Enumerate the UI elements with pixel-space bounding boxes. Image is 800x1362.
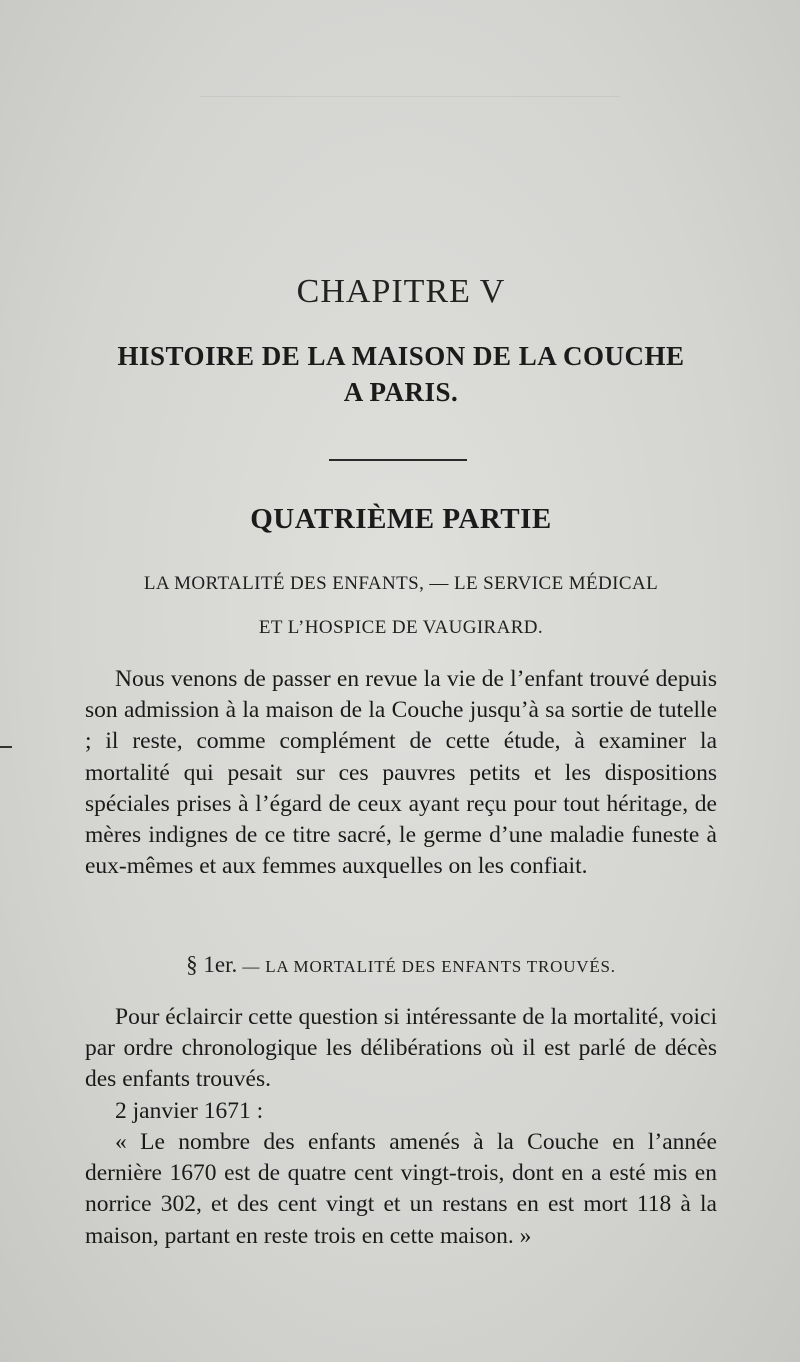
section-paragraph: Pour éclaircir cette question si intéressante de la mortalité, voici par ordre chronologique les délibérations où il est parlé de décès des enfants trouvés.	[85, 1004, 717, 1093]
deliberation-quote: « Le nombre des enfants amenés à la Couche en l’année dernière 1670 est de quatre cent vingt-trois, dont en a esté mis en norrice 302, et des cent vingt et un restans en est mort 118 à la maison, partant en reste trois en cette maison. »	[85, 1129, 717, 1249]
margin-mark	[0, 746, 12, 748]
section-number: § 1er.	[186, 952, 238, 977]
title-divider	[329, 459, 467, 461]
chapter-title	[85, 338, 717, 410]
part-heading: QUATRIÈME PARTIE	[250, 503, 552, 535]
deliberation-date: 2 janvier 1671 :	[115, 1098, 264, 1124]
part-subtitle-line-1: LA MORTALITÉ DES ENFANTS, — LE SERVICE MÉDICAL	[143, 573, 659, 594]
chapter-title-line-1: HISTOIRE DE LA MAISON DE LA COUCHE	[117, 341, 685, 371]
chapter-label: CHAPITRE V	[296, 273, 506, 310]
section-heading	[85, 950, 717, 982]
section-dash: —	[242, 957, 261, 976]
section-title: LA MORTALITÉ DES ENFANTS TROUVÉS.	[265, 957, 616, 976]
intro-paragraph: Nous venons de passer en revue la vie de l’enfant trouvé depuis son admission à la maison de la Couche jusqu’à sa sortie de tutelle ; il reste, comme complément de cette étude, à examiner la mortalité qui pesait sur ces pauvres petits et les dispositions spéciales prises à l’égard de ceux ayant reçu pour tout héritage, de mères indignes de ce titre sacré, le germe d’une maladie funeste à eux-mêmes et aux femmes auxquelles on les confiait.	[85, 666, 717, 880]
part-subtitle	[85, 562, 717, 650]
show-through-header	[200, 84, 620, 97]
chapter-title-line-2: A PARIS.	[343, 377, 459, 407]
part-subtitle-line-2: ET L’HOSPICE DE VAUGIRARD.	[258, 617, 544, 638]
